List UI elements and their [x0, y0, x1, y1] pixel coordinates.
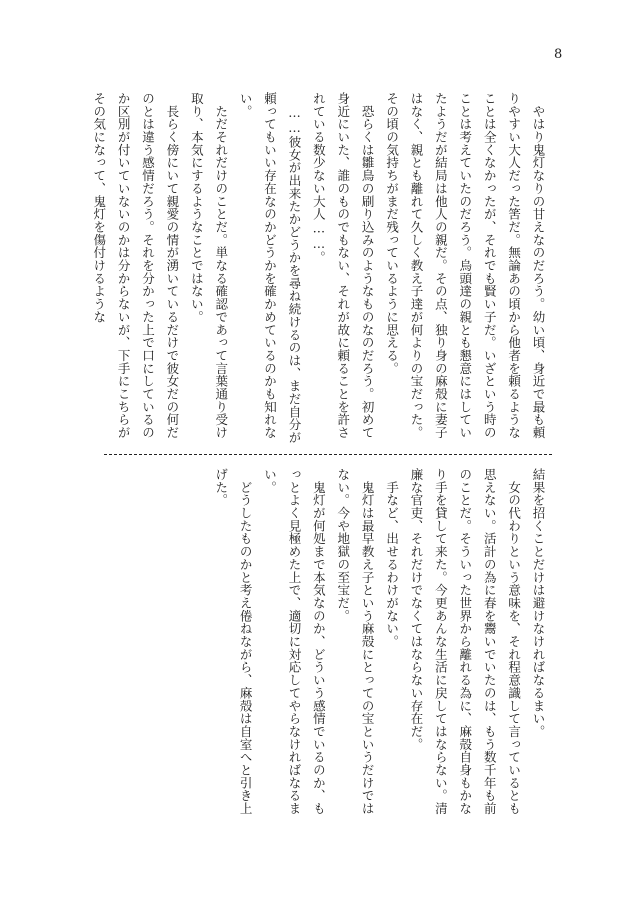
- paragraph: 結果を招くことだけは避けなければなるまい。: [531, 468, 546, 738]
- paragraph: ……彼女が出来たかどうかを尋ね続けるのは、まだ自分が頼ってもいい存在なのかどうかを確かめているのかも知れない。: [238, 92, 302, 444]
- lower-text-block: [196, 468, 550, 820]
- section-divider: [104, 454, 552, 455]
- paragraph: 鬼灯が何処まで本気なのか、どういう感情でいるのか、もっとよく見極めた上で、適切に対応してやらなければなるまい。: [262, 468, 327, 815]
- upper-text-block: [91, 92, 550, 444]
- paragraph: 手など、出せるわけがない。: [384, 468, 400, 648]
- paragraph: 鬼灯は最早教え子という麻殻にとっての宝というだけではない。今や地獄の至宝だ。: [335, 468, 376, 815]
- paragraph: どうしたものかと考え倦ねながら、麻殻は自室へと引き上げた。: [213, 468, 254, 815]
- paragraph: ただそれだけのことだ。単なる確認であって言葉通り受け取り、本気にするようなことではない。: [189, 92, 229, 439]
- page-number: 8: [554, 47, 563, 62]
- paragraph: 女の代わりという意味を、それ程意識して言っているとも思えない。活計の為に春を鬻いでいたのは、もう数千年も前のことだ。そういった世界から離れる為に、麻殻自身もかなり手を貸して来た。今更あんな生活に戻してはならない。清廉な官吏、それだけでなくてはならない存在だ。: [408, 468, 522, 815]
- paragraph: やはり鬼灯なりの甘えなのだろう。幼い頃、身近で最も頼りやすい大人だった筈だ。無論あの頃から他者を頼るようなことは全くなかったが、それでも賢い子だ。いざという時のことは考えていたのだろう。烏頭達の親とも懇意にはしていたようだが結局は他人の親だ。その点、独り身の麻殻に妻子はなく、親とも離れて久しく教え子達が何よりの宝だった。その頃の気持ちがまだ残っているように思える。: [384, 92, 546, 439]
- paragraph: 長らく傍にいて親愛の情が湧いているだけで彼女だの何だのとは違う感情だろう。それを分かった上で口にしているのか区別が付いていないのかは分からないが、下手にこちらがその気になって、鬼灯を傷付けるような: [91, 92, 180, 439]
- paragraph: 恐らくは雛鳥の刷り込みのようなものなのだろう。初めて身近にいた、誰のものでもない、それが故に頼ることを許されている数少ない大人……。: [311, 92, 376, 439]
